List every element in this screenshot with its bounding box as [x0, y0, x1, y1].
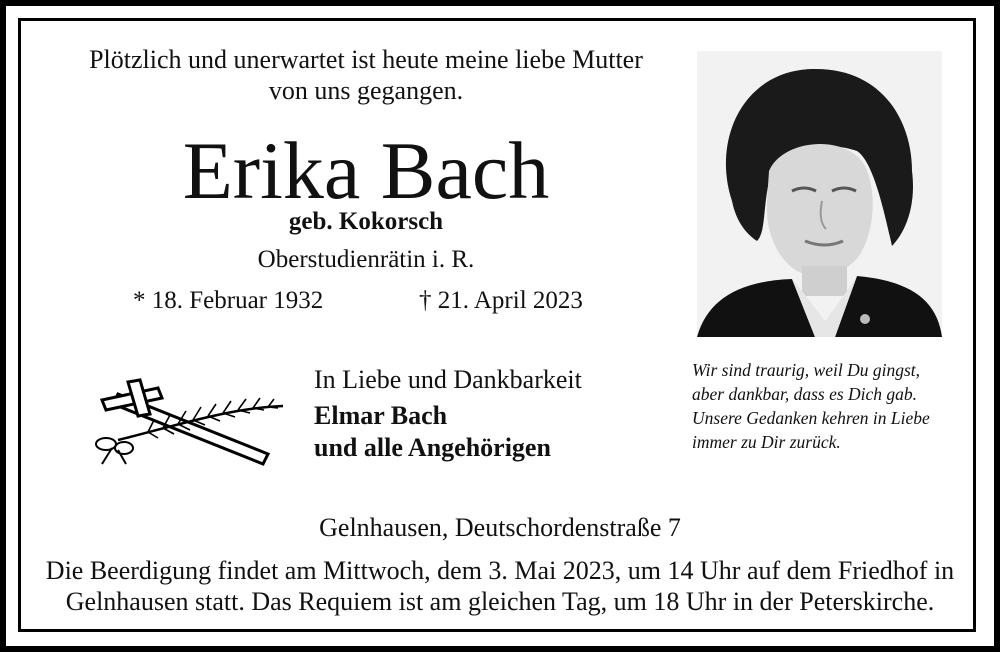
- birth-date: * 18. Februar 1932: [133, 287, 324, 314]
- mourner-name: Elmar Bach: [314, 401, 448, 430]
- quote-line: aber dankbar, dass es Dich gab.: [692, 384, 918, 404]
- death-date: † 21. April 2023: [419, 287, 583, 314]
- intro-line-1: Plötzlich und unerwartet ist heute meine liebe Mutter: [89, 45, 643, 74]
- intro-line-2: von uns gegangen.: [268, 76, 464, 105]
- birth-name: geb. Kokorsch: [288, 208, 444, 235]
- quote-line: Wir sind traurig, weil Du gingst,: [692, 360, 921, 380]
- deceased-title: Oberstudienrätin i. R.: [257, 246, 475, 273]
- portrait-photo: [697, 51, 942, 337]
- cross-with-palm-branch-icon: [88, 378, 288, 468]
- mourners-intro: In Liebe und Dankbarkeit: [314, 365, 582, 394]
- quote-line: Unsere Gedanken kehren in Liebe: [692, 408, 930, 428]
- obituary-card: [6, 6, 994, 646]
- mourners-relatives: und alle Angehörigen: [314, 433, 551, 462]
- quote-line: immer zu Dir zurück.: [692, 432, 841, 452]
- deceased-name: Erika Bach: [182, 125, 550, 216]
- memorial-quote: [692, 358, 930, 454]
- address: Gelnhausen, Deutschordenstraße 7: [319, 513, 681, 542]
- funeral-info-line-2: Gelnhausen statt. Das Requiem ist am gleichen Tag, um 18 Uhr in der Peterskirche.: [65, 587, 935, 616]
- funeral-info-line-1: Die Beerdigung findet am Mittwoch, dem 3. Mai 2023, um 14 Uhr auf dem Friedhof in: [45, 556, 955, 585]
